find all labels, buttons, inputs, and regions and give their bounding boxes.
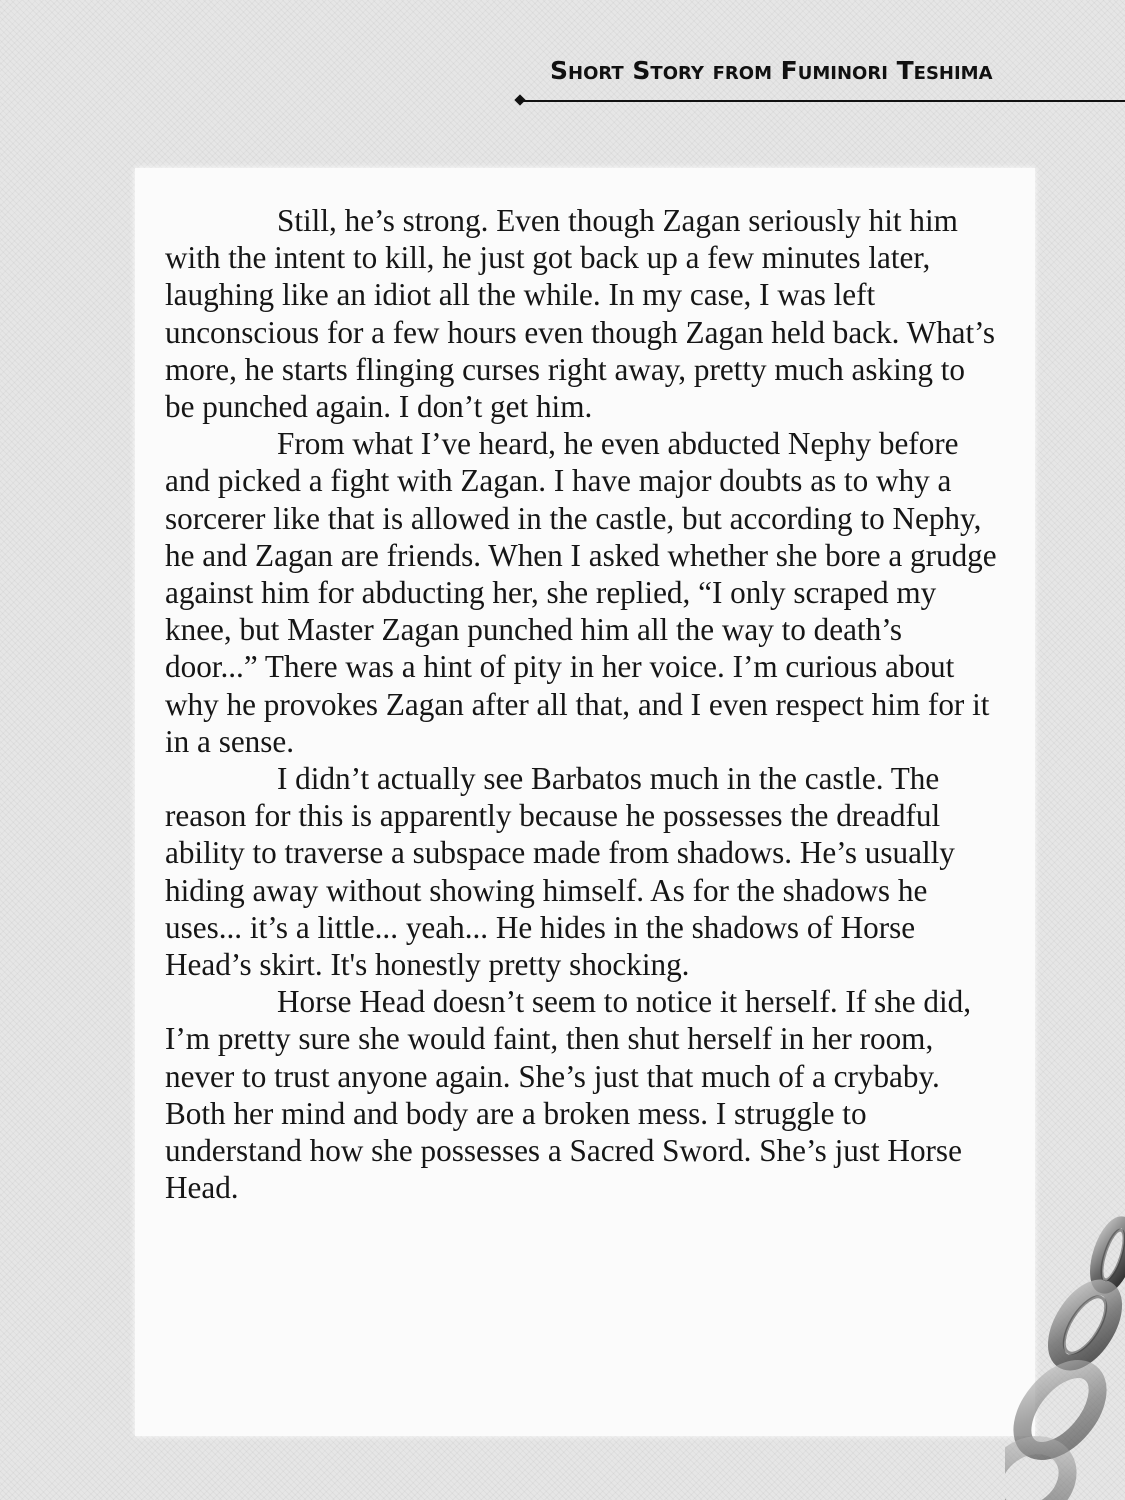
story-paragraph-1: Still, he’s strong. Even though Zagan seriously hit him with the intent to kill, he just got back up a few minutes later, laughing like an idiot all the while. In my case, I was left unconscious for a few hours even though Zagan held back. What’s more, he starts flinging curses right away, pretty much asking to be punched again. I don’t get him. [165, 203, 995, 425]
story-paragraph-4: Horse Head doesn’t seem to notice it herself. If she did, I’m pretty sure she would faint, then shut herself in her room, never to trust anyone again. She’s just that much of a crybaby. Both her mind and body are a broken mess. I struggle to understand how she possesses a Sacred Sword. She’s just Horse Head. [165, 984, 972, 1206]
story-paragraph-3: I didn’t actually see Barbatos much in the castle. The reason for this is apparently because he possesses the dreadful ability to traverse a subspace made from shadows. He’s usually hiding away without showing himself. As for the shadows he uses... it’s a little... yeah... He hides in the shadows of Horse Head’s skirt. It's honestly pretty shocking. [165, 761, 955, 983]
section-title: Short Story from Fuminori Teshima [550, 56, 993, 85]
header-divider [522, 100, 1125, 102]
story-paragraph-2: From what I’ve heard, he even abducted Nephy before and picked a fight with Zagan. I have major doubts as to why a sorcerer like that is allowed in the castle, but according to Nephy, he and Zagan are friends. When I asked whether she bore a grudge against him for abducting her, she replied, “I only scraped my knee, but Master Zagan punched him all the way to death’s door...” There was a hint of pity in her voice. I’m curious about why he provokes Zagan after all that, and I even respect him for it in a sense. [165, 426, 997, 759]
story-body [165, 202, 1000, 1206]
chain-links-icon [1005, 1210, 1125, 1500]
